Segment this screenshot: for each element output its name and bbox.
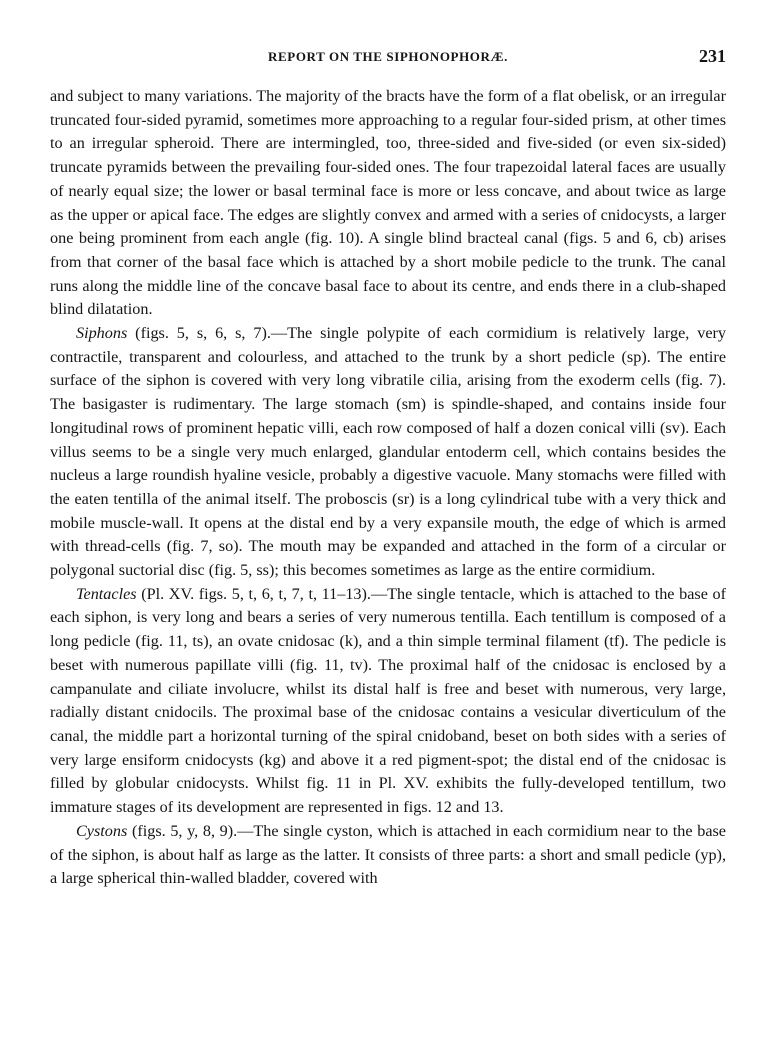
paragraph-bracts xyxy=(50,85,726,322)
paragraph-siphons xyxy=(50,322,726,583)
paragraph-text: (figs. 5, s, 6, s, 7).—The single polypite of each cormidium is relatively large, very contractile, transparent and colourless, and attached to the trunk by a short pedicle (sp). The entire surface of the siphon is covered with very long vibratile cilia, arising from the exoderm cells (fig. 7). The basigaster is rudimentary. The large stomach (sm) is spindle-shaped, and contains inside four longitudinal rows of prominent hepatic villi, each row composed of half a dozen conical villi (sv). Each villus seems to be a single very much enlarged, glandular entoderm cell, which contains besides the nucleus a large roundish hyaline vesicle, probably a digestive vacuole. Many stomachs were filled with the eaten tentilla of the animal itself. The proboscis (sr) is a long cylindrical tube with a very thick and mobile muscle-wall. It opens at the distal end by a very expansile mouth, the edge of which is armed with thread-cells (fig. 7, so). The mouth may be expanded and attached in the form of a circular or polygonal suctorial disc (fig. 5, ss); this becomes sometimes as large as the entire cormidium. xyxy=(50,324,726,580)
section-heading-siphons: Siphons xyxy=(76,324,128,343)
paragraph-text: (figs. 5, y, 8, 9).—The single cyston, which is attached in each cormidium near to the base of the siphon, is about half as large as the latter. It consists of three parts: a short and small pedicle (yp), a large spherical thin-walled bladder, covered with xyxy=(50,821,726,888)
section-heading-cystons: Cystons xyxy=(76,821,128,840)
section-heading-tentacles: Tentacles xyxy=(76,584,137,603)
running-title: REPORT ON THE SIPHONOPHORÆ. xyxy=(268,49,508,64)
paragraph-cystons xyxy=(50,820,726,891)
paragraph-tentacles xyxy=(50,583,726,820)
paragraph-text: (Pl. XV. figs. 5, t, 6, t, 7, t, 11–13).—The single tentacle, which is attached to the base of each siphon, is very long and bears a series of very numerous tentilla. Each tentillum is composed of a long pedicle (fig. 11, ts), an ovate cnidosac (k), and a thin simple terminal filament (tf). The pedicle is beset with numerous papillate villi (fig. 11, tv). The proximal half of the cnidosac is enclosed by a campanulate and ciliate involucre, whilst its distal half is free and beset with numerous, very large, radially distant cnidocils. The proximal base of the cnidosac contains a vesicular diverticulum of the canal, the middle part a horizontal turning of the spiral cnidoband, beset on both sides with a series of very large ensiform cnidocysts (kg) and above it a red pigment-spot; the distal end of the cnidosac is filled by globular cnidocysts. Whilst fig. 11 in Pl. XV. exhibits the fully-developed tentillum, two immature stages of its development are represented in figs. 12 and 13. xyxy=(50,584,726,817)
page-number: 231 xyxy=(699,46,726,66)
body-text xyxy=(50,85,726,891)
page-header xyxy=(50,48,726,68)
paragraph-text: and subject to many variations. The majority of the bracts have the form of a flat obelisk, or an irregular truncated four-sided pyramid, sometimes more approaching to a regular four-sided prism, at other times to an irregular spheroid. There are intermingled, too, three-sided and five-sided (or even six-sided) truncate pyramids between the prevailing four-sided ones. The four trapezoidal lateral faces are usually of nearly equal size; the lower or basal terminal face is more or less concave, and about twice as large as the upper or apical face. The edges are slightly convex and armed with a series of cnidocysts, a larger one being prominent from each angle (fig. 10). A single blind bracteal canal (figs. 5 and 6, cb) arises from that corner of the basal face which is attached by a short mobile pedicle to the trunk. The canal runs along the middle line of the concave basal face to about its centre, and ends there in a club-shaped blind dilatation. xyxy=(50,87,726,319)
